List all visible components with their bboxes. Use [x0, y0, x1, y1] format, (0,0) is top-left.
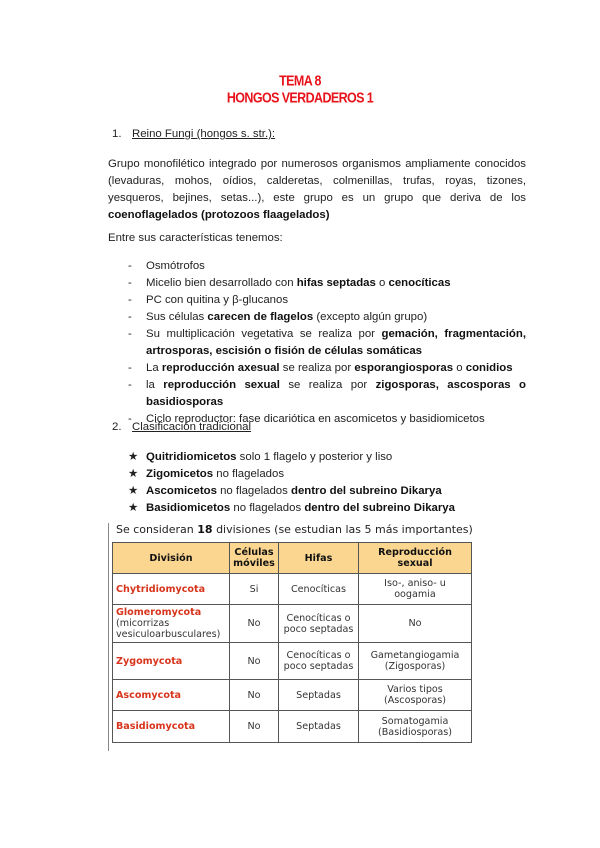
repro-cell: Gametangiogamia (Zigosporas) — [359, 643, 472, 680]
divisions-table-figure — [112, 523, 474, 743]
table-caption — [116, 523, 474, 536]
classification-list — [128, 449, 526, 517]
text: Sus células — [146, 311, 208, 323]
table-row — [113, 711, 472, 743]
hifas-cell: Septadas — [279, 711, 359, 743]
list-item — [128, 483, 526, 500]
text: Ciclo reproductor: fase dicariótica en ascomicetos y basidiomicetos — [146, 413, 485, 425]
hifas-cell: Cenocíticas — [279, 574, 359, 605]
text: solo 1 flagelo y posterior y liso — [236, 451, 393, 463]
table-row — [113, 574, 472, 605]
doc-title-line2: HONGOS VERDADEROS 1 — [226, 89, 374, 107]
repro-cell: No — [359, 605, 472, 643]
section1-paragraph — [108, 156, 526, 224]
bold-text: cenocíticas — [388, 277, 451, 289]
dash-bullet: - — [128, 379, 132, 391]
bold-text: esporangiosporas — [354, 362, 454, 374]
doc-title-line1: TEMA 8 — [279, 72, 321, 90]
section1-number: 1. — [112, 128, 122, 140]
division-cell — [113, 680, 230, 711]
dash-bullet: - — [128, 413, 132, 425]
header-moviles: Células móviles — [230, 543, 279, 574]
bold-text: gemación, fragmentación, artrosporas, escisión o fisión de células somáticas — [146, 328, 527, 357]
list-item — [128, 360, 526, 377]
text: no flagelados — [230, 502, 305, 514]
division-name: Glomeromycota — [116, 607, 202, 618]
moviles-cell: No — [230, 643, 279, 680]
star-bullet-icon: ★ — [128, 502, 139, 514]
division-cell — [113, 574, 230, 605]
divisions-table — [112, 542, 472, 743]
list-item — [128, 309, 526, 326]
hifas-cell: Cenocíticas o poco septadas — [279, 605, 359, 643]
bold-text: coenoflagelados (protozoos flaagelados) — [108, 209, 330, 221]
bold-text: conidios — [465, 362, 513, 374]
text: no flagelados — [213, 468, 285, 480]
table-left-rule — [108, 523, 109, 751]
bold-text: reproducción sexual — [163, 379, 280, 391]
repro-cell: Iso-, aniso- u oogamia — [359, 574, 472, 605]
text: o — [453, 362, 466, 374]
dash-bullet: - — [128, 328, 132, 340]
star-bullet-icon: ★ — [128, 451, 139, 463]
bold-text: reproducción axesual — [161, 362, 280, 374]
bold-text: dentro del subreino Dikarya — [291, 485, 442, 497]
bold-text: Basidiomicetos — [146, 502, 231, 514]
text: se realiza por — [279, 362, 355, 374]
division-name: Ascomycota — [116, 689, 182, 701]
text: no flagelados — [216, 485, 292, 497]
section2-number: 2. — [112, 421, 122, 433]
characteristics-list — [128, 258, 526, 428]
bold-text: zigosporas, ascosporas o basidiosporas — [146, 379, 526, 408]
moviles-cell: No — [230, 605, 279, 643]
list-item — [128, 500, 526, 517]
caption-text: Se consideran — [116, 523, 198, 536]
text: Osmótrofos — [146, 260, 205, 272]
bold-text: Ascomicetos — [146, 485, 217, 497]
header-reproduccion: Reproducción sexual — [359, 543, 472, 574]
division-name: Basidiomycota — [116, 721, 196, 732]
dash-bullet: - — [128, 311, 132, 323]
section1-heading: Reino Fungi (hongos s. str.): — [132, 128, 276, 140]
text: Su multiplicación vegetativa se realiza por — [146, 328, 382, 340]
dash-bullet: - — [128, 260, 132, 272]
table-row — [113, 643, 472, 680]
caption-number: 18 — [197, 523, 213, 536]
moviles-cell: No — [230, 711, 279, 743]
list-item — [128, 275, 526, 292]
bold-text: hifas septadas — [296, 277, 376, 289]
division-name: Zygomycota — [116, 655, 183, 667]
text: o — [375, 277, 389, 289]
section1-intro: Entre sus características tenemos: — [108, 232, 283, 244]
list-item — [128, 326, 526, 360]
division-cell — [113, 605, 230, 643]
moviles-cell: No — [230, 680, 279, 711]
star-bullet-icon: ★ — [128, 485, 139, 497]
dash-bullet: - — [128, 362, 132, 374]
repro-cell: Varios tipos (Ascosporas) — [359, 680, 472, 711]
list-item — [128, 292, 526, 309]
list-item — [128, 258, 526, 275]
hifas-cell: Cenocíticas o poco septadas — [279, 643, 359, 680]
text: Micelio bien desarrollado con — [146, 277, 297, 289]
dash-bullet: - — [128, 294, 132, 306]
text: (excepto algún grupo) — [313, 311, 428, 323]
dash-bullet: - — [128, 277, 132, 289]
bold-text: Quitridiomicetos — [146, 451, 237, 463]
header-division: División — [113, 543, 230, 574]
list-item — [128, 377, 526, 411]
text: la — [146, 379, 164, 391]
text: Grupo monofilético integrado por numerosos organismos ampliamente conocidos (levaduras, mohos, oídios, calderetas, colmenillas, trufas, royas, tizones, yesqueros, bejines, setas...), este grupo es un grupo que deriva de los — [108, 158, 526, 204]
division-name: Chytridiomycota — [116, 583, 206, 595]
table-row — [113, 605, 472, 643]
division-cell — [113, 643, 230, 680]
header-hifas: Hifas — [279, 543, 359, 574]
table-row — [113, 680, 472, 711]
section2-heading: Clasificación tradicional — [132, 421, 252, 433]
text: La — [146, 362, 162, 374]
hifas-cell: Septadas — [279, 680, 359, 711]
text: se realiza por — [279, 379, 376, 391]
list-item — [128, 466, 526, 483]
repro-cell: Somatogamia (Basidiosporas) — [359, 711, 472, 743]
bold-text: carecen de flagelos — [207, 311, 314, 323]
star-bullet-icon: ★ — [128, 468, 139, 480]
division-cell — [113, 711, 230, 743]
moviles-cell: Si — [230, 574, 279, 605]
division-note: (micorrizas vesiculoarbusculares) — [116, 618, 221, 640]
caption-text-end: divisiones (se estudian las 5 más importantes) — [212, 523, 473, 536]
bold-text: Zigomicetos — [146, 468, 214, 480]
bold-text: dentro del subreino Dikarya — [304, 502, 455, 514]
list-item — [128, 449, 526, 466]
text: PC con quitina y β-glucanos — [146, 294, 289, 306]
